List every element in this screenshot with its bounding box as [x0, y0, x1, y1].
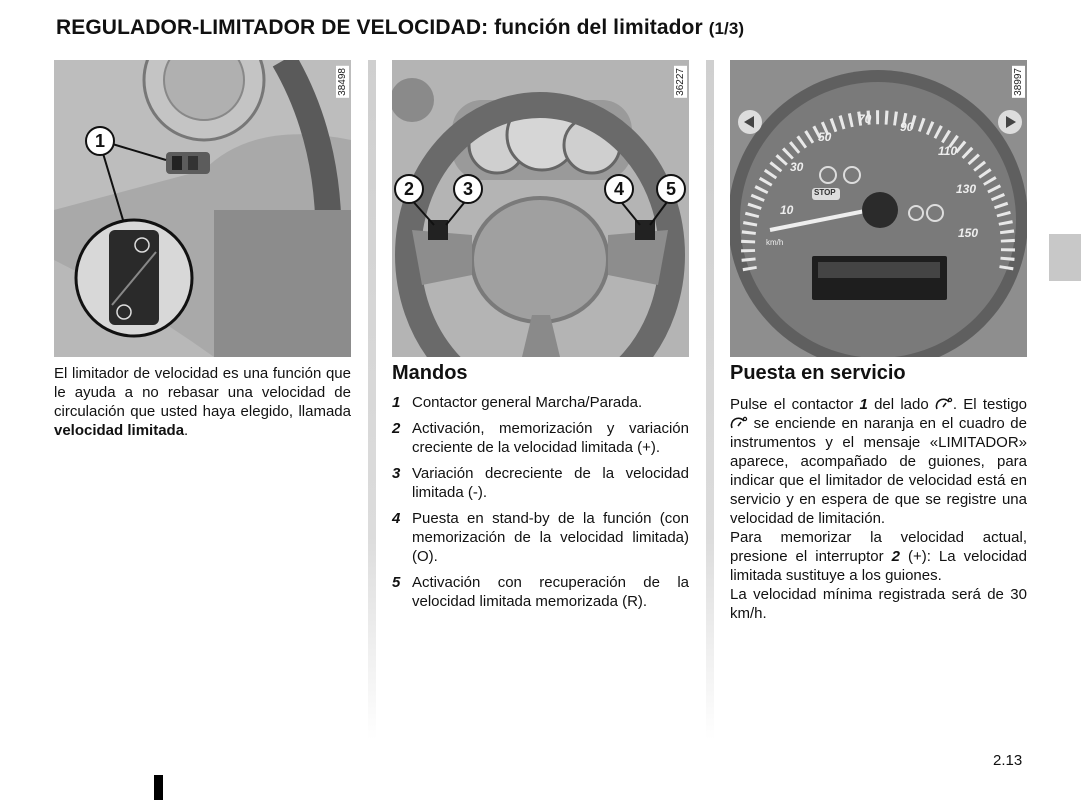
callout-5: 5 — [656, 174, 686, 204]
figure-ref: 38498 — [337, 68, 348, 96]
title-part: (1/3) — [708, 19, 745, 38]
intro-paragraph — [54, 364, 351, 440]
p1-text-b: del lado — [874, 396, 929, 413]
figure-ref: 38997 — [1013, 68, 1024, 96]
switch-illustration — [54, 60, 351, 357]
callout-2: 2 — [394, 174, 424, 204]
item-text: Puesta en stand-by de la función (con memorización de la velocidad limitada) (O). — [412, 510, 689, 565]
callout-3: 3 — [453, 174, 483, 204]
intro-bold: velocidad limitada — [54, 422, 185, 439]
heading-puesta-en-servicio: Puesta en servicio — [730, 362, 906, 384]
speed-label-150: 150 — [958, 226, 979, 240]
list-item — [392, 393, 689, 412]
column-separator-2 — [706, 60, 714, 740]
p2-number: 2 — [891, 548, 900, 565]
p3-text: La velocidad mínima registrada será de 30 km/h. — [730, 586, 1027, 622]
item-number: 5 — [392, 574, 401, 591]
item-number: 1 — [392, 394, 401, 411]
p1-text-c: . El testigo — [952, 396, 1028, 413]
speedometer-illustration — [730, 60, 1027, 357]
callout-4: 4 — [604, 174, 634, 204]
speed-limiter-icon — [935, 397, 953, 411]
p1-number: 1 — [859, 396, 868, 413]
limiter-warning-light-icon — [730, 416, 748, 430]
item-text: Variación decreciente de la velocidad limitada (-). — [412, 465, 689, 501]
list-item — [392, 419, 689, 457]
heading-mandos: Mandos — [392, 362, 468, 384]
figure-instrument-cluster — [730, 60, 1027, 357]
list-item — [392, 573, 689, 611]
speed-label-130: 130 — [956, 182, 977, 196]
controls-list — [392, 393, 689, 618]
intro-end: . — [184, 422, 189, 439]
item-number: 2 — [392, 420, 401, 437]
speed-label-70: 70 — [858, 112, 872, 126]
wheel-illustration — [392, 60, 689, 357]
speed-label-10: 10 — [780, 203, 794, 217]
p1-text-d: se enciende en naranja en el cuadro de instrumentos y el mensaje «LIMITADOR» aparece, acompañado de guiones, para indicar que el limitador de velocidad está en servicio y en espera de que se registre una velocidad de limitación. — [730, 415, 1027, 527]
column-separator-1 — [368, 60, 376, 740]
item-number: 4 — [392, 510, 401, 527]
intro-text: El limitador de velocidad es una función que le ayuda a no rebasar una velocidad de circulación que usted haya elegido, llamada — [54, 365, 351, 420]
figure-limiter-switch — [54, 60, 351, 357]
callout-1: 1 — [85, 126, 115, 156]
list-item — [392, 509, 689, 566]
page-number: 2.13 — [993, 752, 1023, 769]
item-text: Activación, memorización y variación creciente de la velocidad limitada (+). — [412, 420, 689, 456]
p2-text-b: (+): La velocidad limitada sustituye a los guiones. — [730, 548, 1027, 584]
item-text: Contactor general Marcha/Parada. — [412, 394, 643, 411]
speed-label-30: 30 — [790, 160, 804, 174]
speed-label-50: 50 — [818, 130, 832, 144]
speed-label-90: 90 — [900, 120, 914, 134]
figure-ref: 36227 — [675, 68, 686, 96]
title-main: REGULADOR-LIMITADOR DE VELOCIDAD: función del limitador — [56, 16, 703, 39]
item-number: 3 — [392, 465, 401, 482]
speed-label-110: 110 — [938, 144, 958, 158]
stop-label: STOP — [814, 188, 836, 197]
print-marker — [154, 775, 163, 800]
section-tab — [1049, 234, 1081, 281]
speed-unit: km/h — [766, 238, 784, 247]
activation-paragraph — [730, 395, 1027, 623]
figure-steering-wheel — [392, 60, 689, 357]
item-text: Activación con recuperación de la velocidad limitada memorizada (R). — [412, 574, 689, 610]
p2-text-a: Para memorizar la velocidad actual, presione el interruptor — [730, 529, 1027, 565]
list-item — [392, 464, 689, 502]
page-title — [56, 16, 744, 40]
p1-text-a: Pulse el contactor — [730, 396, 854, 413]
